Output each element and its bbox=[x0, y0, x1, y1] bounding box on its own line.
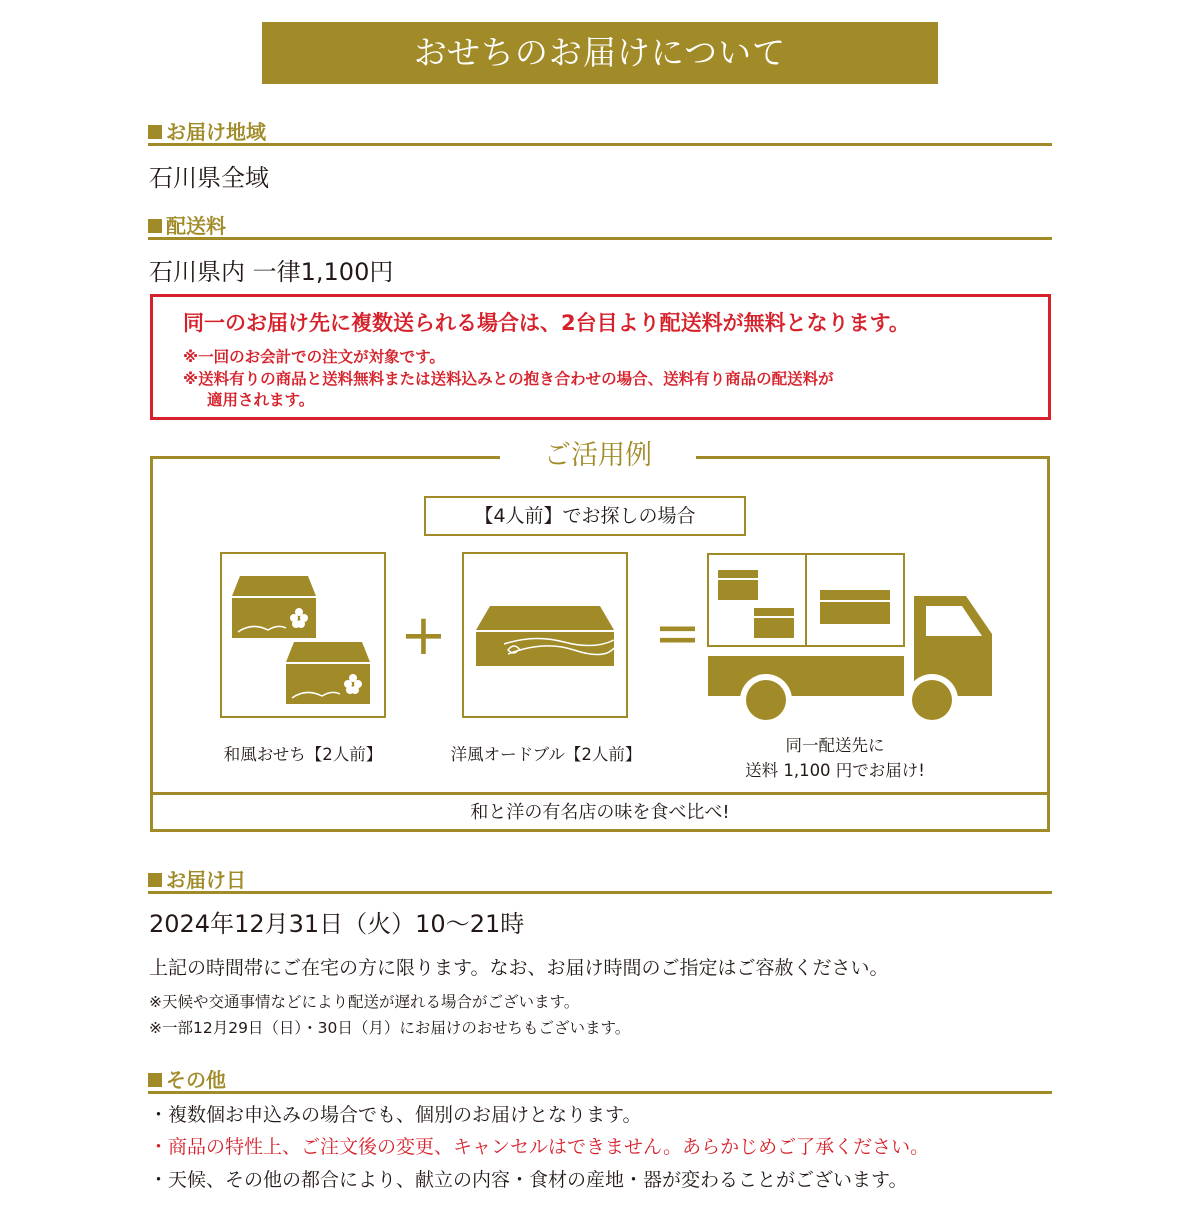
other-heading: その他 bbox=[148, 1064, 1052, 1094]
square-bullet-icon bbox=[148, 219, 162, 233]
fee-heading: 配送料 bbox=[148, 210, 1052, 240]
notice-note-1: ※一回のお会計での注文が対象です。 bbox=[183, 348, 445, 366]
notice-note-2: ※送料有りの商品と送料無料または送料込みとの抱き合わせの場合、送料有り商品の配送料が bbox=[183, 370, 834, 388]
equals-sign: = bbox=[654, 601, 701, 666]
caption-truck-line-1: 同一配送先に bbox=[785, 736, 885, 755]
delivery-truck-icon bbox=[706, 552, 996, 728]
fee-value: 石川県内 一律1,100円 bbox=[149, 258, 394, 286]
caption-truck bbox=[720, 733, 950, 783]
area-value: 石川県全域 bbox=[149, 164, 269, 192]
western-hors-doeuvre-panel bbox=[462, 552, 628, 718]
square-bullet-icon bbox=[148, 1073, 162, 1087]
date-value: 2024年12月31日（火）10〜21時 bbox=[149, 910, 525, 938]
date-line-1: 上記の時間帯にご在宅の方に限ります。なお、お届け時間のご指定はご容赦ください。 bbox=[149, 957, 889, 979]
japanese-box-icon bbox=[222, 554, 384, 716]
page-title-banner: おせちのお届けについて bbox=[262, 22, 938, 84]
date-note-2: ※一部12月29日（日）・30日（月）にお届けのおせちもございます。 bbox=[149, 1019, 631, 1037]
western-box-icon bbox=[464, 554, 626, 716]
other-item-2: ・商品の特性上、ご注文後の変更、キャンセルはできません。あらかじめご了承ください。 bbox=[149, 1136, 930, 1158]
usage-example-title: ご活用例 bbox=[500, 436, 696, 476]
notice-main: 同一のお届け先に複数送られる場合は、2台目より配送料が無料となります。 bbox=[183, 311, 910, 335]
date-heading: お届け日 bbox=[148, 864, 1052, 894]
japanese-osechi-panel bbox=[220, 552, 386, 718]
area-heading: お届け地域 bbox=[148, 116, 1052, 146]
caption-japanese-osechi: 和風おせち【2人前】 bbox=[223, 745, 383, 764]
square-bullet-icon bbox=[148, 125, 162, 139]
caption-truck-line-2: 送料 1,100 円でお届け! bbox=[745, 761, 925, 780]
plus-sign: + bbox=[400, 603, 447, 668]
compare-tagline: 和と洋の有名店の味を食べ比べ! bbox=[150, 792, 1050, 832]
square-bullet-icon bbox=[148, 873, 162, 887]
caption-western-hors-doeuvre: 洋風オードブル【2人前】 bbox=[450, 745, 642, 764]
search-condition-label: 【4人前】でお探しの場合 bbox=[424, 496, 746, 536]
date-note-1: ※天候や交通事情などにより配送が遅れる場合がございます。 bbox=[149, 993, 580, 1011]
other-item-3: ・天候、その他の都合により、献立の内容・食材の産地・器が変わることがございます。 bbox=[149, 1169, 908, 1191]
other-item-1: ・複数個お申込みの場合でも、個別のお届けとなります。 bbox=[149, 1104, 642, 1126]
free-shipping-notice bbox=[150, 294, 1051, 420]
notice-note-2-cont: 適用されます。 bbox=[207, 391, 315, 409]
